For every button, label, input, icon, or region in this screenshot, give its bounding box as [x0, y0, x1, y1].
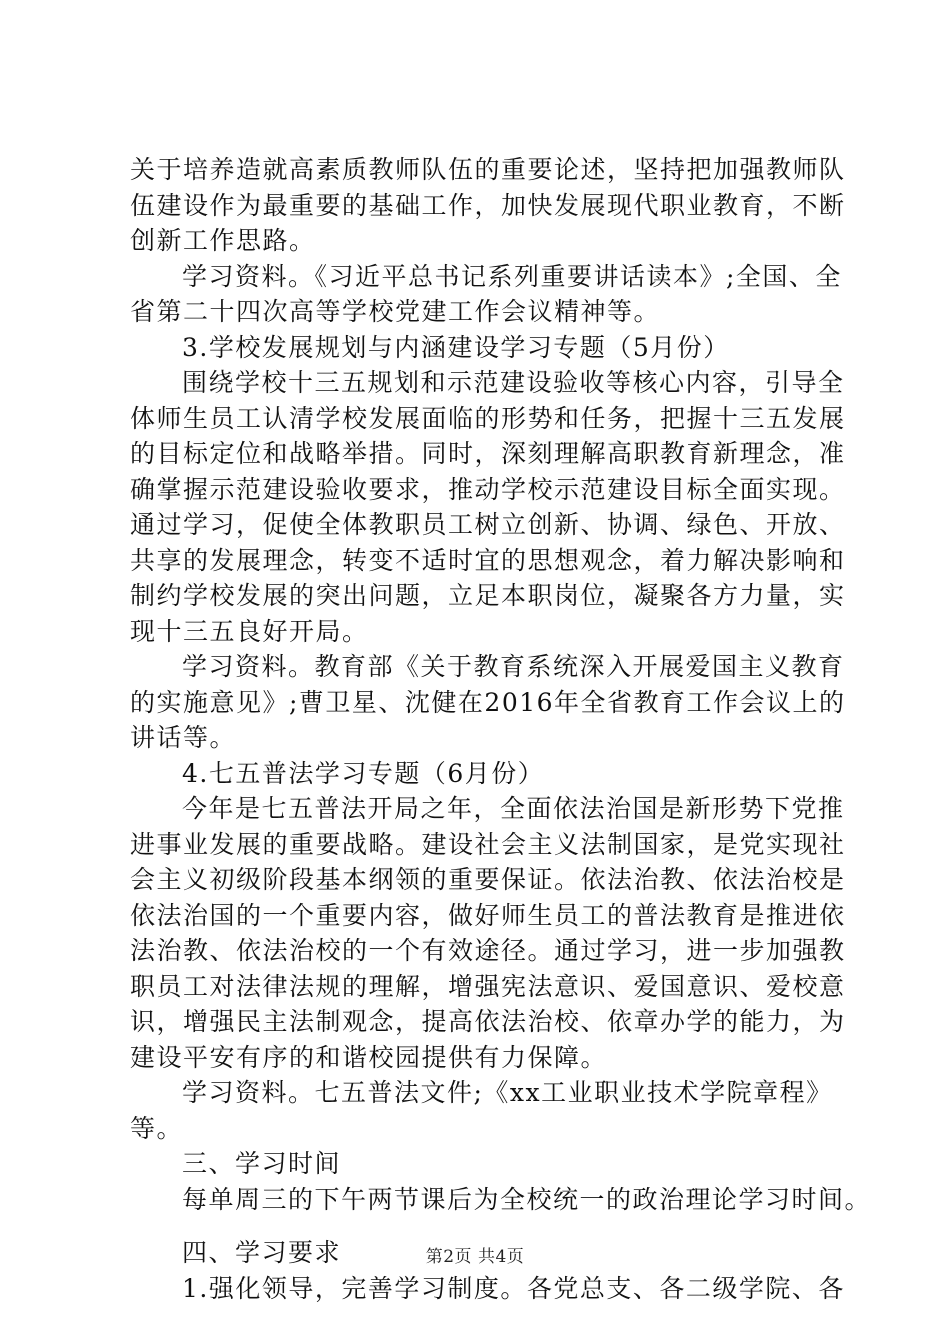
- text-line: 1.强化领导，完善学习制度。各党总支、各二级学院、各: [182, 1273, 845, 1303]
- text-line: 法治教、依法治校的一个有效途径。通过学习，进一步加强教: [130, 936, 846, 965]
- section-heading-study-requirements: 四、学习要求: [182, 1238, 342, 1267]
- text-line: 通过学习，促使全体教职员工树立创新、协调、绿色、开放、: [130, 510, 846, 539]
- text-line: 伍建设作为最重要的基础工作，加快发展现代职业教育，不断: [130, 190, 846, 220]
- text-line: 体师生员工认清学校发展面临的形势和任务，把握十三五发展: [130, 403, 846, 433]
- text-line: 关于培养造就高素质教师队伍的重要论述，坚持把加强教师队: [130, 155, 846, 184]
- text-line: 的目标定位和战略举措。同时，深刻理解高职教育新理念，准: [130, 439, 846, 468]
- document-body: [130, 152, 872, 1306]
- study-materials-line: 学习资料。教育部《关于教育系统深入开展爱国主义教育: [182, 652, 845, 681]
- text-line: 制约学校发展的突出问题，立足本职岗位，凝聚各方力量，实: [130, 581, 846, 610]
- text-line: 今年是七五普法开局之年，全面依法治国是新形势下党推: [182, 794, 845, 823]
- text-line: 现十三五良好开局。: [130, 616, 369, 646]
- text-line: 围绕学校十三五规划和示范建设验收等核心内容，引导全: [182, 368, 845, 397]
- text-line: 讲话等。: [130, 723, 237, 752]
- text-line: 职员工对法律法规的理解，增强宪法意识、爱国意识、爱校意: [130, 971, 846, 1001]
- section-heading-4: 4.七五普法学习专题（6月份）: [182, 758, 545, 788]
- text-line: 等。: [130, 1113, 184, 1143]
- text-line: 建设平安有序的和谐校园提供有力保障。: [130, 1042, 608, 1072]
- text-line: 进事业发展的重要战略。建设社会主义法制国家，是党实现社: [130, 829, 846, 859]
- text-line: 的实施意见》;曹卫星、沈健在2016年全省教育工作会议上的: [130, 687, 846, 717]
- text-line: 共享的发展理念，转变不适时宜的思想观念，着力解决影响和: [130, 545, 846, 575]
- text-line: 识，增强民主法制观念，提高依法治校、依章办学的能力，为: [130, 1007, 846, 1036]
- text-line: 每单周三的下午两节课后为全校统一的政治理论学习时间。: [182, 1184, 872, 1214]
- text-line: 创新工作思路。: [130, 226, 316, 255]
- text-line: 省第二十四次高等学校党建工作会议精神等。: [130, 297, 661, 326]
- paragraph-spacer: [130, 1217, 830, 1235]
- page-number-footer: 第2页 共4页: [425, 1247, 525, 1267]
- text-line: 依法治国的一个重要内容，做好师生员工的普法教育是推进依: [130, 900, 846, 930]
- text-line: 会主义初级阶段基本纲领的重要保证。依法治教、依法治校是: [130, 865, 846, 894]
- study-materials-line: 学习资料。《习近平总书记系列重要讲话读本》;全国、全: [182, 261, 842, 291]
- section-heading-3: 3.学校发展规划与内涵建设学习专题（5月份）: [182, 332, 730, 362]
- study-materials-line: 学习资料。七五普法文件;《xx工业职业技术学院章程》: [182, 1078, 833, 1107]
- text-line: 确掌握示范建设验收要求，推动学校示范建设目标全面实现。: [130, 474, 846, 504]
- section-heading-study-time: 三、学习时间: [182, 1149, 342, 1178]
